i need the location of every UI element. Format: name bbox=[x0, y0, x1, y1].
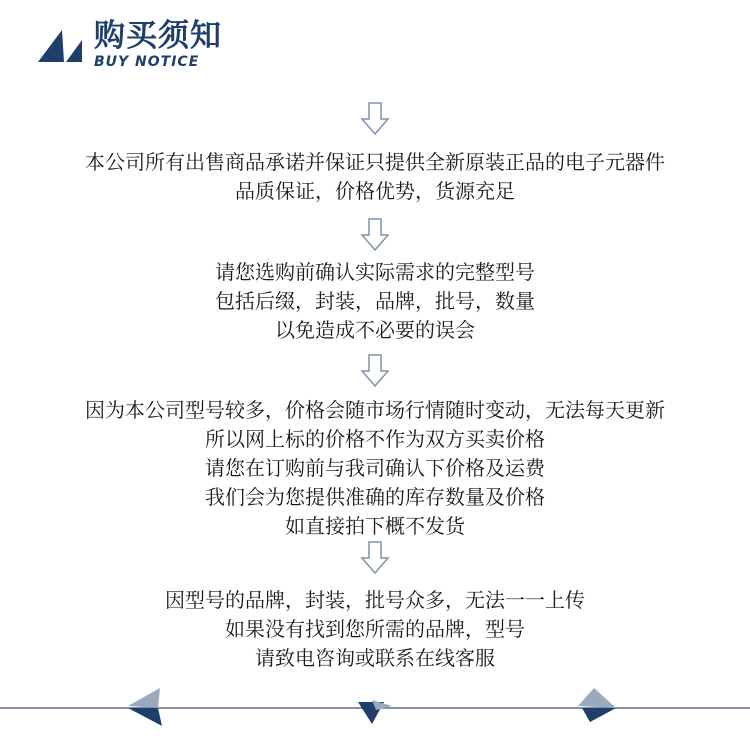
notice-line: 请致电咨询或联系在线客服 bbox=[255, 646, 495, 670]
down-arrow-icon bbox=[360, 218, 390, 252]
triangle-left-icon bbox=[128, 688, 162, 726]
notice-section-1 bbox=[0, 148, 750, 206]
down-arrow-icon bbox=[360, 102, 390, 136]
notice-section-3 bbox=[0, 396, 750, 541]
notice-line: 本公司所有出售商品承诺并保证只提供全新原装正品的电子元器件 bbox=[85, 150, 665, 174]
header bbox=[36, 16, 296, 76]
down-arrow-icon bbox=[360, 354, 390, 388]
down-arrow-icon bbox=[360, 541, 390, 575]
notice-line: 请您在订购前与我司确认下价格及运费 bbox=[205, 456, 545, 480]
notice-line: 以免造成不必要的误会 bbox=[275, 318, 475, 342]
notice-line: 所以网上标的价格不作为双方买卖价格 bbox=[205, 427, 545, 451]
footer-divider bbox=[0, 680, 750, 740]
notice-line: 因型号的品牌，封装，批号众多，无法一一上传 bbox=[165, 588, 585, 612]
notice-line: 如果没有找到您所需的品牌，型号 bbox=[225, 617, 525, 641]
notice-line: 品质保证，价格优势，货源充足 bbox=[235, 179, 515, 203]
notice-line: 请您选购前确认实际需求的完整型号 bbox=[215, 260, 535, 284]
page-title: 购买须知 bbox=[94, 18, 222, 54]
notice-line: 我们会为您提供准确的库存数量及价格 bbox=[205, 485, 545, 509]
triangle-right-icon bbox=[578, 688, 616, 722]
notice-line: 因为本公司型号较多，价格会随市场行情随时变动，无法每天更新 bbox=[85, 398, 665, 422]
notice-line: 如直接拍下概不发货 bbox=[285, 514, 465, 538]
notice-section-2 bbox=[0, 258, 750, 345]
triangle-down-icon bbox=[358, 700, 392, 724]
page-subtitle: BUY NOTICE bbox=[94, 54, 200, 70]
sail-logo-icon bbox=[36, 26, 86, 66]
notice-section-4 bbox=[0, 586, 750, 673]
notice-line: 包括后缀，封装，品牌，批号，数量 bbox=[215, 289, 535, 313]
